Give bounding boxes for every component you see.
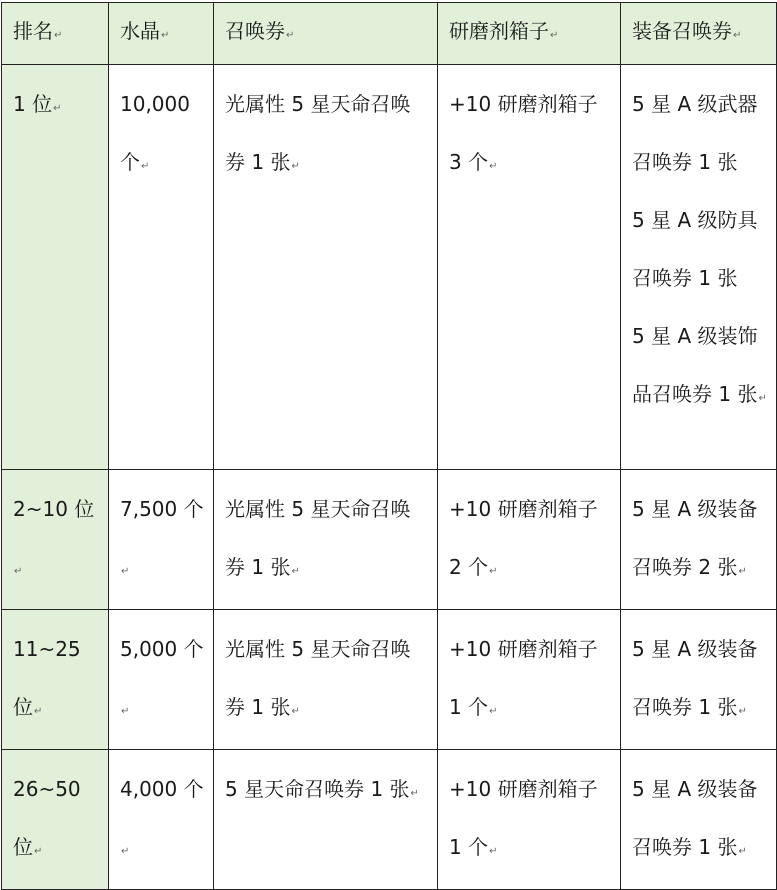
- crystal-cell: 5,000 个 ↵: [109, 610, 214, 750]
- crystal-cell: 10,000 个 ↵: [109, 65, 214, 470]
- rank-cell: 2~10 位 ↵: [2, 470, 109, 610]
- equip-cell: [621, 65, 777, 470]
- header-box: 研磨剂箱子 ↵: [438, 3, 621, 65]
- equip-line: 5 星 A 级装饰品召唤券 1 张 ↵: [632, 307, 768, 428]
- table-body: [2, 65, 777, 890]
- table-row: [2, 65, 777, 470]
- table-row: [2, 610, 777, 750]
- ticket-cell: 5 星天命召唤券 1 张 ↵: [214, 750, 438, 890]
- header-ticket: 召唤券 ↵: [214, 3, 438, 65]
- header-equip: 装备召唤券 ↵: [621, 3, 777, 65]
- table-header: [2, 3, 777, 65]
- table-row: [2, 750, 777, 890]
- ticket-cell: 光属性 5 星天命召唤券 1 张 ↵: [214, 470, 438, 610]
- ticket-cell: 光属性 5 星天命召唤券 1 张 ↵: [214, 65, 438, 470]
- crystal-cell: 4,000 个 ↵: [109, 750, 214, 890]
- rank-cell: 26~50 位 ↵: [2, 750, 109, 890]
- ticket-cell: 光属性 5 星天命召唤券 1 张 ↵: [214, 610, 438, 750]
- rank-cell: 11~25 位 ↵: [2, 610, 109, 750]
- rank-cell: 1 位 ↵: [2, 65, 109, 470]
- equip-line: 5 星 A 级武器召唤券 1 张: [632, 92, 758, 174]
- header-crystal: 水晶 ↵: [109, 3, 214, 65]
- equip-cell: 5 星 A 级装备召唤券 1 张 ↵: [621, 750, 777, 890]
- box-cell: +10 研磨剂箱子 2 个 ↵: [438, 470, 621, 610]
- box-cell: +10 研磨剂箱子 3 个 ↵: [438, 65, 621, 470]
- box-cell: +10 研磨剂箱子 1 个 ↵: [438, 610, 621, 750]
- rewards-table: [1, 2, 777, 890]
- table-row: [2, 470, 777, 610]
- equip-cell: 5 星 A 级装备召唤券 2 张 ↵: [621, 470, 777, 610]
- header-row: [2, 3, 777, 65]
- crystal-cell: 7,500 个 ↵: [109, 470, 214, 610]
- box-cell: +10 研磨剂箱子 1 个 ↵: [438, 750, 621, 890]
- equip-line: 5 星 A 级防具召唤券 1 张: [632, 208, 758, 290]
- equip-cell: 5 星 A 级装备召唤券 1 张 ↵: [621, 610, 777, 750]
- header-rank: 排名 ↵: [2, 3, 109, 65]
